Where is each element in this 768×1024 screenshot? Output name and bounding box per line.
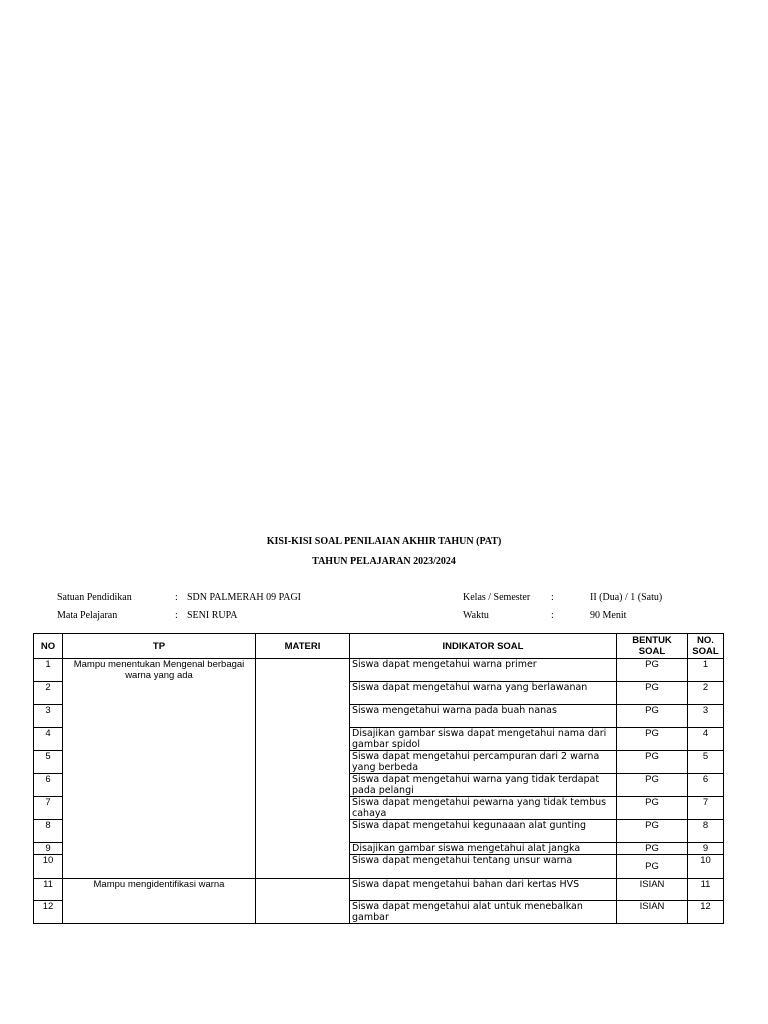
table-row [34, 659, 724, 682]
row-no-soal: 8 [688, 820, 724, 843]
row-no-soal: 10 [688, 855, 724, 879]
materi-cell [256, 879, 350, 924]
row-bentuk: PG [617, 774, 688, 797]
satuan-label: Satuan Pendidikan [57, 592, 132, 603]
row-bentuk: PG [617, 797, 688, 820]
waktu-colon: : [551, 610, 554, 621]
row-indikator: Siswa dapat mengetahui kegunaaan alat gunting [350, 820, 617, 843]
row-no: 2 [34, 682, 63, 705]
table-row [34, 879, 724, 901]
row-indikator: Siswa dapat mengetahui bahan dari kertas HVS [350, 879, 617, 901]
tp-cell: Mampu menentukan Mengenal berbagai warna yang ada [63, 659, 256, 879]
row-indikator: Siswa dapat mengetahui pewarna yang tidak tembus cahaya [350, 797, 617, 820]
row-bentuk: PG [617, 728, 688, 751]
table-header-row [34, 634, 724, 659]
row-indikator: Siswa mengetahui warna pada buah nanas [350, 705, 617, 728]
waktu-label: Waktu [463, 610, 489, 621]
materi-cell [256, 659, 350, 879]
row-no: 12 [34, 901, 63, 924]
tp-cell: Mampu mengidentifikasi warna [63, 879, 256, 924]
waktu-value: 90 Menit [590, 610, 627, 621]
mapel-label: Mata Pelajaran [57, 610, 118, 621]
row-indikator: Siswa dapat mengetahui warna yang berlawanan [350, 682, 617, 705]
header-bentuk: BENTUK SOAL [617, 634, 688, 659]
row-bentuk: PG [617, 682, 688, 705]
row-indikator: Siswa dapat mengetahui tentang unsur warna [350, 855, 617, 879]
row-indikator: Disajikan gambar siswa mengetahui alat jangka [350, 843, 617, 855]
row-indikator: Disajikan gambar siswa dapat mengetahui nama dari gambar spidol [350, 728, 617, 751]
header-tp: TP [63, 634, 256, 659]
row-bentuk: PG [617, 843, 688, 855]
row-no-soal: 9 [688, 843, 724, 855]
row-bentuk: ISIAN [617, 879, 688, 901]
header-no-soal: NO. SOAL [688, 634, 724, 659]
row-no: 4 [34, 728, 63, 751]
document-subtitle: TAHUN PELAJARAN 2023/2024 [312, 556, 456, 567]
row-indikator: Siswa dapat mengetahui warna yang tidak terdapat pada pelangi [350, 774, 617, 797]
row-bentuk: PG [617, 705, 688, 728]
document-title: KISI-KISI SOAL PENILAIAN AKHIR TAHUN (PAT) [266, 536, 502, 547]
row-bentuk: ISIAN [617, 901, 688, 924]
row-no: 3 [34, 705, 63, 728]
row-no: 10 [34, 855, 63, 879]
satuan-colon: : [175, 592, 178, 603]
kelas-label: Kelas / Semester [463, 592, 531, 603]
row-no: 11 [34, 879, 63, 901]
satuan-value: SDN PALMERAH 09 PAGI [187, 592, 302, 603]
row-no: 7 [34, 797, 63, 820]
header-indikator: INDIKATOR SOAL [350, 634, 617, 659]
kelas-colon: : [551, 592, 554, 603]
row-no: 8 [34, 820, 63, 843]
row-bentuk: PG [617, 659, 688, 682]
row-no-soal: 5 [688, 751, 724, 774]
header-no: NO [34, 634, 63, 659]
row-no: 5 [34, 751, 63, 774]
row-no-soal: 2 [688, 682, 724, 705]
row-no: 6 [34, 774, 63, 797]
row-indikator: Siswa dapat mengetahui percampuran dari 2 warna yang berbeda [350, 751, 617, 774]
kisi-kisi-table [33, 633, 724, 924]
row-indikator: Siswa dapat mengetahui alat untuk menebalkan gambar [350, 901, 617, 924]
row-no-soal: 6 [688, 774, 724, 797]
row-indikator: Siswa dapat mengetahui warna primer [350, 659, 617, 682]
mapel-value: SENI RUPA [187, 610, 238, 621]
row-bentuk: PG [617, 751, 688, 774]
row-bentuk: PG [617, 820, 688, 843]
kelas-value: II (Dua) / 1 (Satu) [590, 592, 663, 603]
row-no-soal: 3 [688, 705, 724, 728]
row-no-soal: 12 [688, 901, 724, 924]
row-no: 9 [34, 843, 63, 855]
row-no: 1 [34, 659, 63, 682]
header-materi: MATERI [256, 634, 350, 659]
row-no-soal: 7 [688, 797, 724, 820]
row-bentuk: PG [617, 855, 688, 879]
row-no-soal: 4 [688, 728, 724, 751]
mapel-colon: : [175, 610, 178, 621]
row-no-soal: 1 [688, 659, 724, 682]
row-no-soal: 11 [688, 879, 724, 901]
